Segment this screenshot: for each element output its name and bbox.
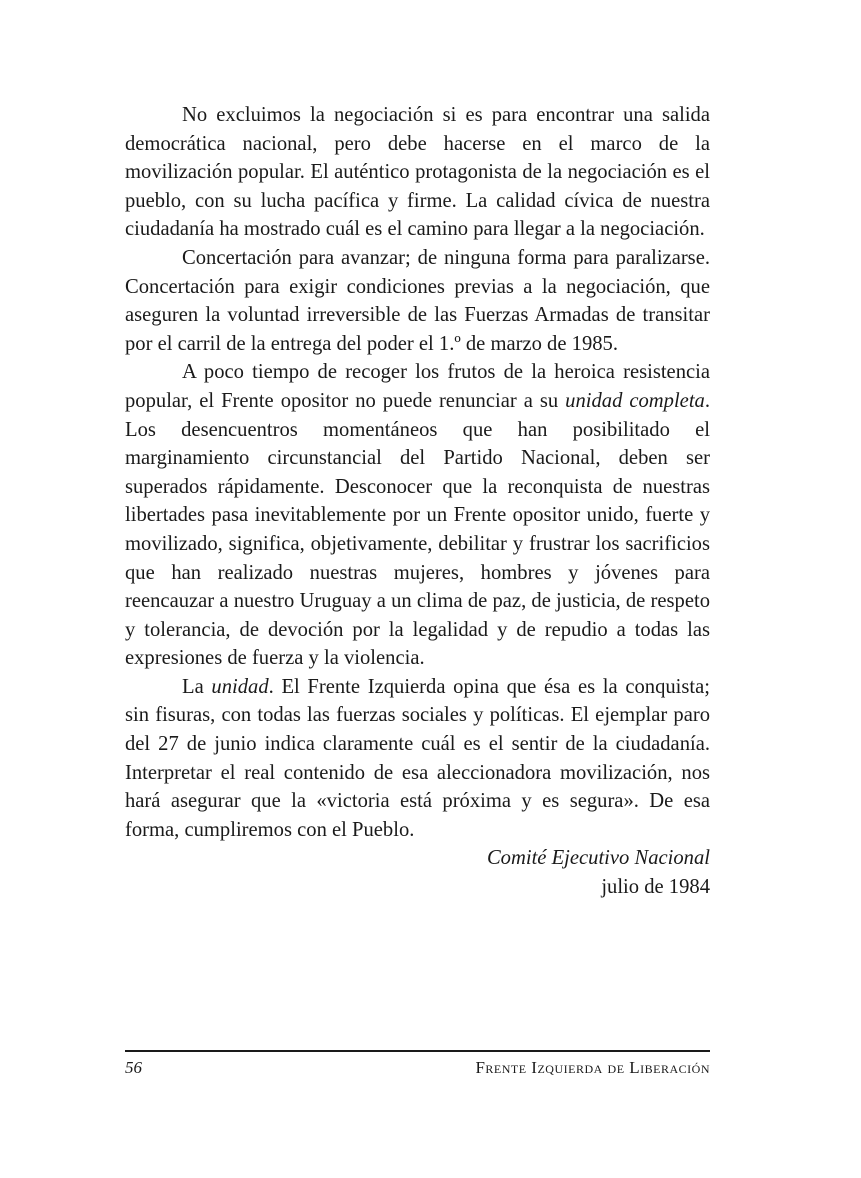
- paragraph-unidad-completa: [125, 358, 710, 673]
- paragraph-text: Concertación para avanzar; de ninguna forma para paralizarse. Concertación para exigir condiciones previas a la negociación, que aseguren la voluntad irreversible de las Fuerzas Armadas de transitar por el carril de la entrega del poder el 1.º de marzo de 1985.: [125, 246, 710, 355]
- emphasis-text: unidad: [211, 675, 269, 698]
- paragraph-text: La: [182, 675, 212, 698]
- paragraph-text: A poco tiempo de recoger los frutos de la heroica resistencia popular, el Frente opositor no puede renunciar a su: [125, 361, 710, 412]
- emphasis-text: unidad completa: [565, 389, 705, 412]
- paragraph-text: . Los desencuentros momentáneos que han posibilitado el marginamiento circunstancial del Partido Nacional, deben ser superados rápidamente. Desconocer que la reconquista de nuestras libertades pasa inevitablemente por un Frente opositor unido, fuerte y movilizado, significa, objetivamente, debilitar y frustrar los sacrificios que han realizado nuestras mujeres, hombres y jóvenes para reencauzar a nuestro Uruguay a un clima de paz, de justicia, de respeto y tolerancia, de devoción por la legalidad y de repudio a todas las expresiones de fuerza y la violencia.: [125, 389, 711, 670]
- signature-org-text: Comité Ejecutivo Nacional: [486, 847, 710, 870]
- page-footer: [125, 1050, 710, 1078]
- paragraph-concertacion: [125, 244, 710, 358]
- page-body: [125, 101, 710, 902]
- paragraph-negociacion: [125, 101, 710, 244]
- page-number: 56: [125, 1058, 142, 1077]
- signature-date-text: julio de 1984: [601, 876, 710, 899]
- signature-organization: [125, 844, 710, 873]
- signature-date: [125, 873, 710, 902]
- paragraph-text: No excluimos la negociación si es para encontrar una salida democrática nacional, pero debe hacerse en el marco de la movilización popular. El auténtico protagonista de la negociación es el pueblo, con su lucha pacífica y firme. La calidad cívica de nuestra ciudadanía ha mostrado cuál es el camino para llegar a la negociación.: [125, 104, 710, 241]
- running-title: Frente Izquierda de Liberación: [475, 1058, 710, 1077]
- paragraph-la-unidad: [125, 673, 710, 845]
- paragraph-text: . El Frente Izquierda opina que ésa es la conquista; sin fisuras, con todas las fuerzas sociales y políticas. El ejemplar paro del 27 de junio indica claramente cuál es el sentir de la ciudadanía. Interpretar el real contenido de esa aleccionadora movilización, nos hará asegurar que la «victoria está próxima y es segura». De esa forma, cumpliremos con el Pueblo.: [125, 675, 710, 841]
